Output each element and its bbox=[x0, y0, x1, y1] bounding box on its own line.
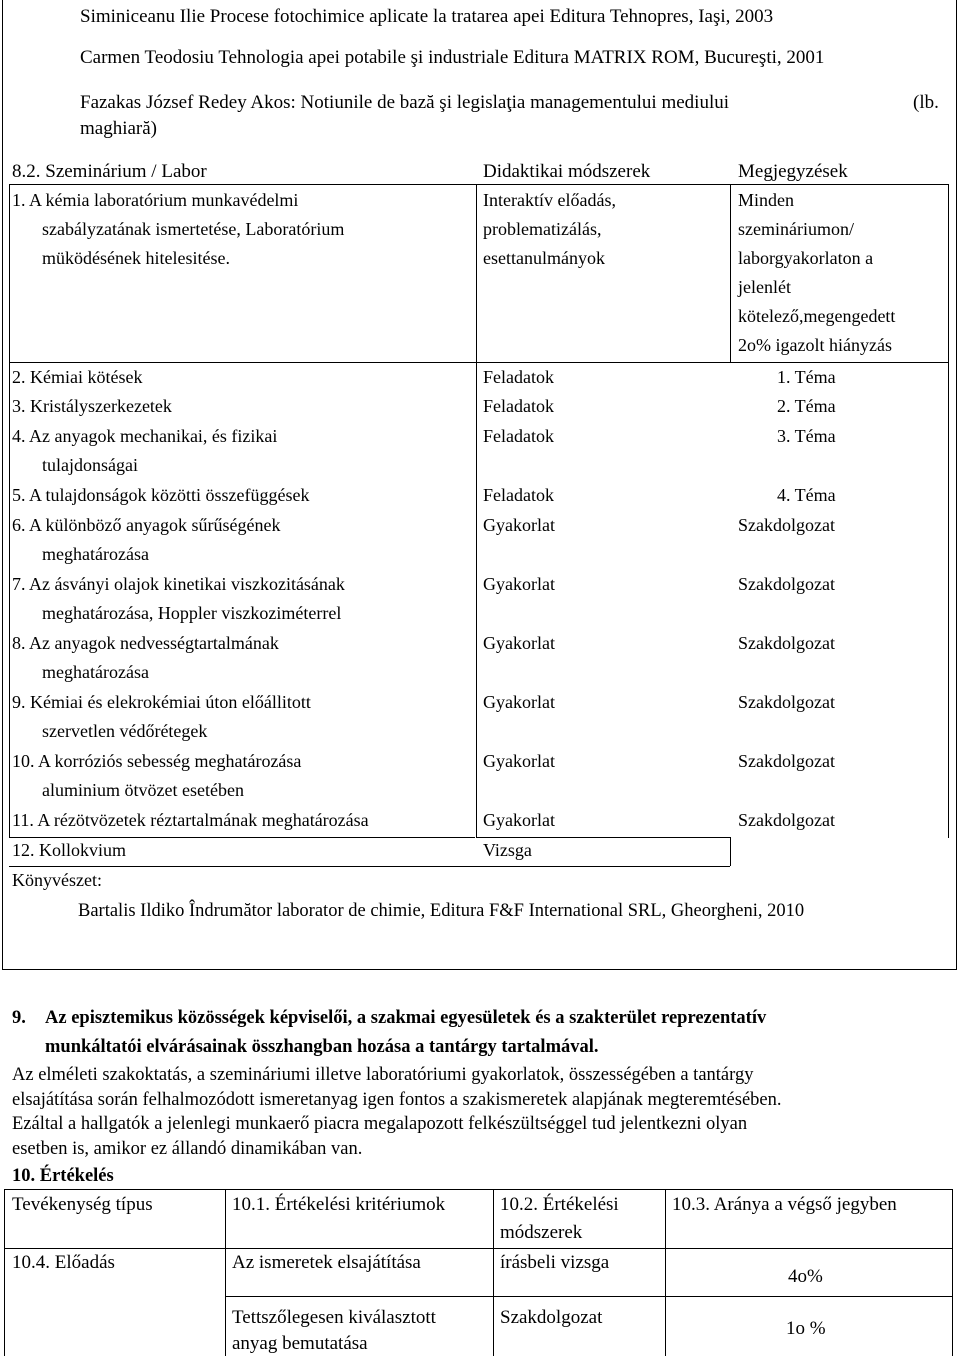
seminar-row3-note: 2. Téma bbox=[777, 396, 836, 416]
seminar-row7-topic-2: meghatározása, Hoppler viszkoziméterrel bbox=[42, 603, 342, 623]
eval-row1-criteria: Az ismeretek elsajátítása bbox=[232, 1252, 421, 1273]
eval-top-border bbox=[4, 1189, 952, 1190]
seminar-row9-topic-2: szervetlen védőrétegek bbox=[42, 721, 208, 741]
eval-right-border bbox=[952, 1189, 953, 1356]
seminar-row9-topic-1: 9. Kémiai és elekrokémiai úton előállitott bbox=[12, 692, 311, 712]
seminar-row1-method-2: problematizálás, bbox=[483, 219, 602, 239]
seminar-row3-method: Feladatok bbox=[483, 396, 554, 416]
bibliography-line-3-cont: maghiară) bbox=[80, 118, 158, 139]
seminar-row11-note: Szakdolgozat bbox=[738, 810, 835, 830]
seminar-row1-note-1: Minden bbox=[738, 190, 794, 210]
eval-header-methods-1: 10.2. Értékelési bbox=[500, 1194, 619, 1215]
seminar-row10-method: Gyakorlat bbox=[483, 751, 555, 771]
seminar-col3-border-top bbox=[730, 184, 731, 362]
seminar-row1-note-6: 2o% igazolt hiányzás bbox=[738, 335, 892, 355]
seminar-row1-method-1: Interaktív előadás, bbox=[483, 190, 616, 210]
seminar-row8-method: Gyakorlat bbox=[483, 633, 555, 653]
seminar-row5-note: 4. Téma bbox=[777, 485, 836, 505]
seminar-right-border bbox=[948, 184, 949, 838]
seminar-bibliography-item: Bartalis Ildiko Îndrumător laborator de chimie, Editura F&F International SRL, Gheorgheni, 2010 bbox=[78, 901, 805, 921]
seminar-row6-topic-1: 6. A különböző anyagok sűrűségének bbox=[12, 515, 281, 535]
section9-body-line3: Ezáltal a hallgatók a jelenlegi munkaerő piacra megalapozott felkészültséggel tud jelentkezni olyan bbox=[12, 1114, 748, 1134]
seminar-row1-topic-2: szabályzatának ismertetése, Laboratórium bbox=[42, 219, 345, 239]
eval-header-activity: Tevékenység típus bbox=[12, 1194, 153, 1215]
bibliography-line-2: Carmen Teodosiu Tehnologia apei potabile şi industriale Editura MATRIX ROM, Bucureşti, 2001 bbox=[80, 47, 825, 68]
eval-row2-criteria-2: anyag bemutatása bbox=[232, 1333, 368, 1354]
bibliography-line-3-lang: (lb. bbox=[913, 92, 939, 113]
section9-body-line1: Az elméleti szakoktatás, a szemináriumi illetve laboratóriumi gyakorlatok, összességében a tantárgy bbox=[12, 1065, 754, 1085]
seminar-row7-topic-1: 7. Az ásványi olajok kinetikai viszkozitásának bbox=[12, 574, 345, 594]
seminar-row4-method: Feladatok bbox=[483, 426, 554, 446]
seminar-bottom-border bbox=[9, 866, 730, 867]
seminar-row6-method: Gyakorlat bbox=[483, 515, 555, 535]
seminar-row3-topic: 3. Kristályszerkezetek bbox=[12, 396, 172, 416]
seminar-header-method: Didaktikai módszerek bbox=[483, 161, 651, 182]
seminar-row1-topic-1: 1. A kémia laboratórium munkavédelmi bbox=[12, 190, 299, 210]
eval-col3-border bbox=[493, 1189, 494, 1356]
seminar-header-topic: 8.2. Szeminárium / Labor bbox=[12, 161, 207, 182]
seminar-row11-method: Gyakorlat bbox=[483, 810, 555, 830]
seminar-row4-topic-1: 4. Az anyagok mechanikai, és fizikai bbox=[12, 426, 278, 446]
eval-col4-border bbox=[665, 1189, 666, 1356]
seminar-row1-note-2: szemináriumon/ bbox=[738, 219, 854, 239]
seminar-row12-method: Vizsga bbox=[483, 840, 532, 860]
seminar-row12-col3 bbox=[730, 837, 731, 866]
seminar-row7-note: Szakdolgozat bbox=[738, 574, 835, 594]
section9-body-line2: elsajátítása során felhalmozódott ismeretanyag igen fontos a szakismeretek alapjának megteremtésében. bbox=[12, 1089, 782, 1110]
seminar-row5-method: Feladatok bbox=[483, 485, 554, 505]
seminar-row4-note: 3. Téma bbox=[777, 426, 836, 446]
section9-title-line2: munkáltatói elvárásainak összhangban hozása a tantárgy tartalmával. bbox=[45, 1037, 599, 1057]
section9-body bbox=[12, 1063, 947, 1161]
eval-col2-border bbox=[225, 1189, 226, 1356]
seminar-row8-topic-2: meghatározása bbox=[42, 662, 149, 682]
seminar-row8-note: Szakdolgozat bbox=[738, 633, 835, 653]
seminar-row9-note: Szakdolgozat bbox=[738, 692, 835, 712]
seminar-row9-method: Gyakorlat bbox=[483, 692, 555, 712]
seminar-row2-note: 1. Téma bbox=[777, 367, 836, 387]
bibliography-line-3: Fazakas József Redey Akos: Notiunile de bază şi legislaţia managementului mediului bbox=[80, 92, 729, 113]
eval-header-ratio: 10.3. Aránya a végső jegyben bbox=[672, 1194, 897, 1215]
eval-row1-border bbox=[4, 1248, 952, 1249]
section9-title-line1: Az episztemikus közösségek képviselői, a szakmai egyesületek és a szakterület reprezentatív bbox=[45, 1008, 767, 1028]
seminar-row1-note-5: kötelező,megengedett bbox=[738, 306, 896, 326]
seminar-row10-note: Szakdolgozat bbox=[738, 751, 835, 771]
seminar-row4-topic-2: tulajdonságai bbox=[42, 455, 138, 475]
seminar-header-notes: Megjegyzések bbox=[738, 161, 848, 182]
eval-row2-method: Szakdolgozat bbox=[500, 1307, 603, 1328]
seminar-row6-note: Szakdolgozat bbox=[738, 515, 835, 535]
seminar-left-border bbox=[9, 184, 10, 838]
seminar-row6-topic-2: meghatározása bbox=[42, 544, 149, 564]
eval-row2-border bbox=[225, 1296, 952, 1297]
seminar-row1-topic-3: müködésének hitelesitése. bbox=[42, 248, 230, 268]
eval-left-border bbox=[4, 1189, 5, 1356]
seminar-row5-topic: 5. A tulajdonságok közötti összefüggések bbox=[12, 485, 310, 505]
eval-row-label: 10.4. Előadás bbox=[12, 1252, 115, 1273]
seminar-row11-topic: 11. A rézötvözetek réztartalmának meghatározása bbox=[12, 810, 369, 830]
seminar-row7-method: Gyakorlat bbox=[483, 574, 555, 594]
bibliography-line-1: Siminiceanu Ilie Procese fotochimice aplicate la tratarea apei Editura Tehnopres, Iaşi, 2003 bbox=[80, 6, 774, 27]
seminar-row10-topic-1: 10. A korróziós sebesség meghatározása bbox=[12, 751, 302, 771]
eval-row1-ratio: 4o% bbox=[788, 1266, 823, 1287]
eval-row2-criteria-1: Tettszőlegesen kiválasztott bbox=[232, 1307, 436, 1328]
seminar-row1-note-3: laborgyakorlaton a bbox=[738, 248, 874, 268]
seminar-row8-topic-1: 8. Az anyagok nedvességtartalmának bbox=[12, 633, 279, 653]
eval-header-methods-2: módszerek bbox=[500, 1222, 583, 1243]
section9-number: 9. bbox=[12, 1008, 26, 1028]
seminar-row2-method: Feladatok bbox=[483, 367, 554, 387]
seminar-row2-topic: 2. Kémiai kötések bbox=[12, 367, 143, 387]
section10-title: 10. Értékelés bbox=[12, 1166, 114, 1186]
eval-row1-method: írásbeli vizsga bbox=[500, 1252, 610, 1273]
seminar-row1-top-border bbox=[9, 184, 948, 185]
seminar-col2-border bbox=[476, 184, 477, 838]
seminar-bibliography-label: Könyvészet: bbox=[12, 870, 102, 890]
seminar-row1-method-3: esettanulmányok bbox=[483, 248, 605, 268]
eval-row2-ratio: 1o % bbox=[786, 1318, 826, 1339]
seminar-row1-note-4: jelenlét bbox=[738, 277, 791, 297]
eval-header-criteria: 10.1. Értékelési kritériumok bbox=[232, 1194, 446, 1215]
section9-body-line4: esetben is, amikor ez állandó dinamikában van. bbox=[12, 1138, 363, 1159]
seminar-row12-topic: 12. Kollokvium bbox=[12, 840, 127, 860]
seminar-row10-topic-2: aluminium ötvözet esetében bbox=[42, 780, 244, 800]
